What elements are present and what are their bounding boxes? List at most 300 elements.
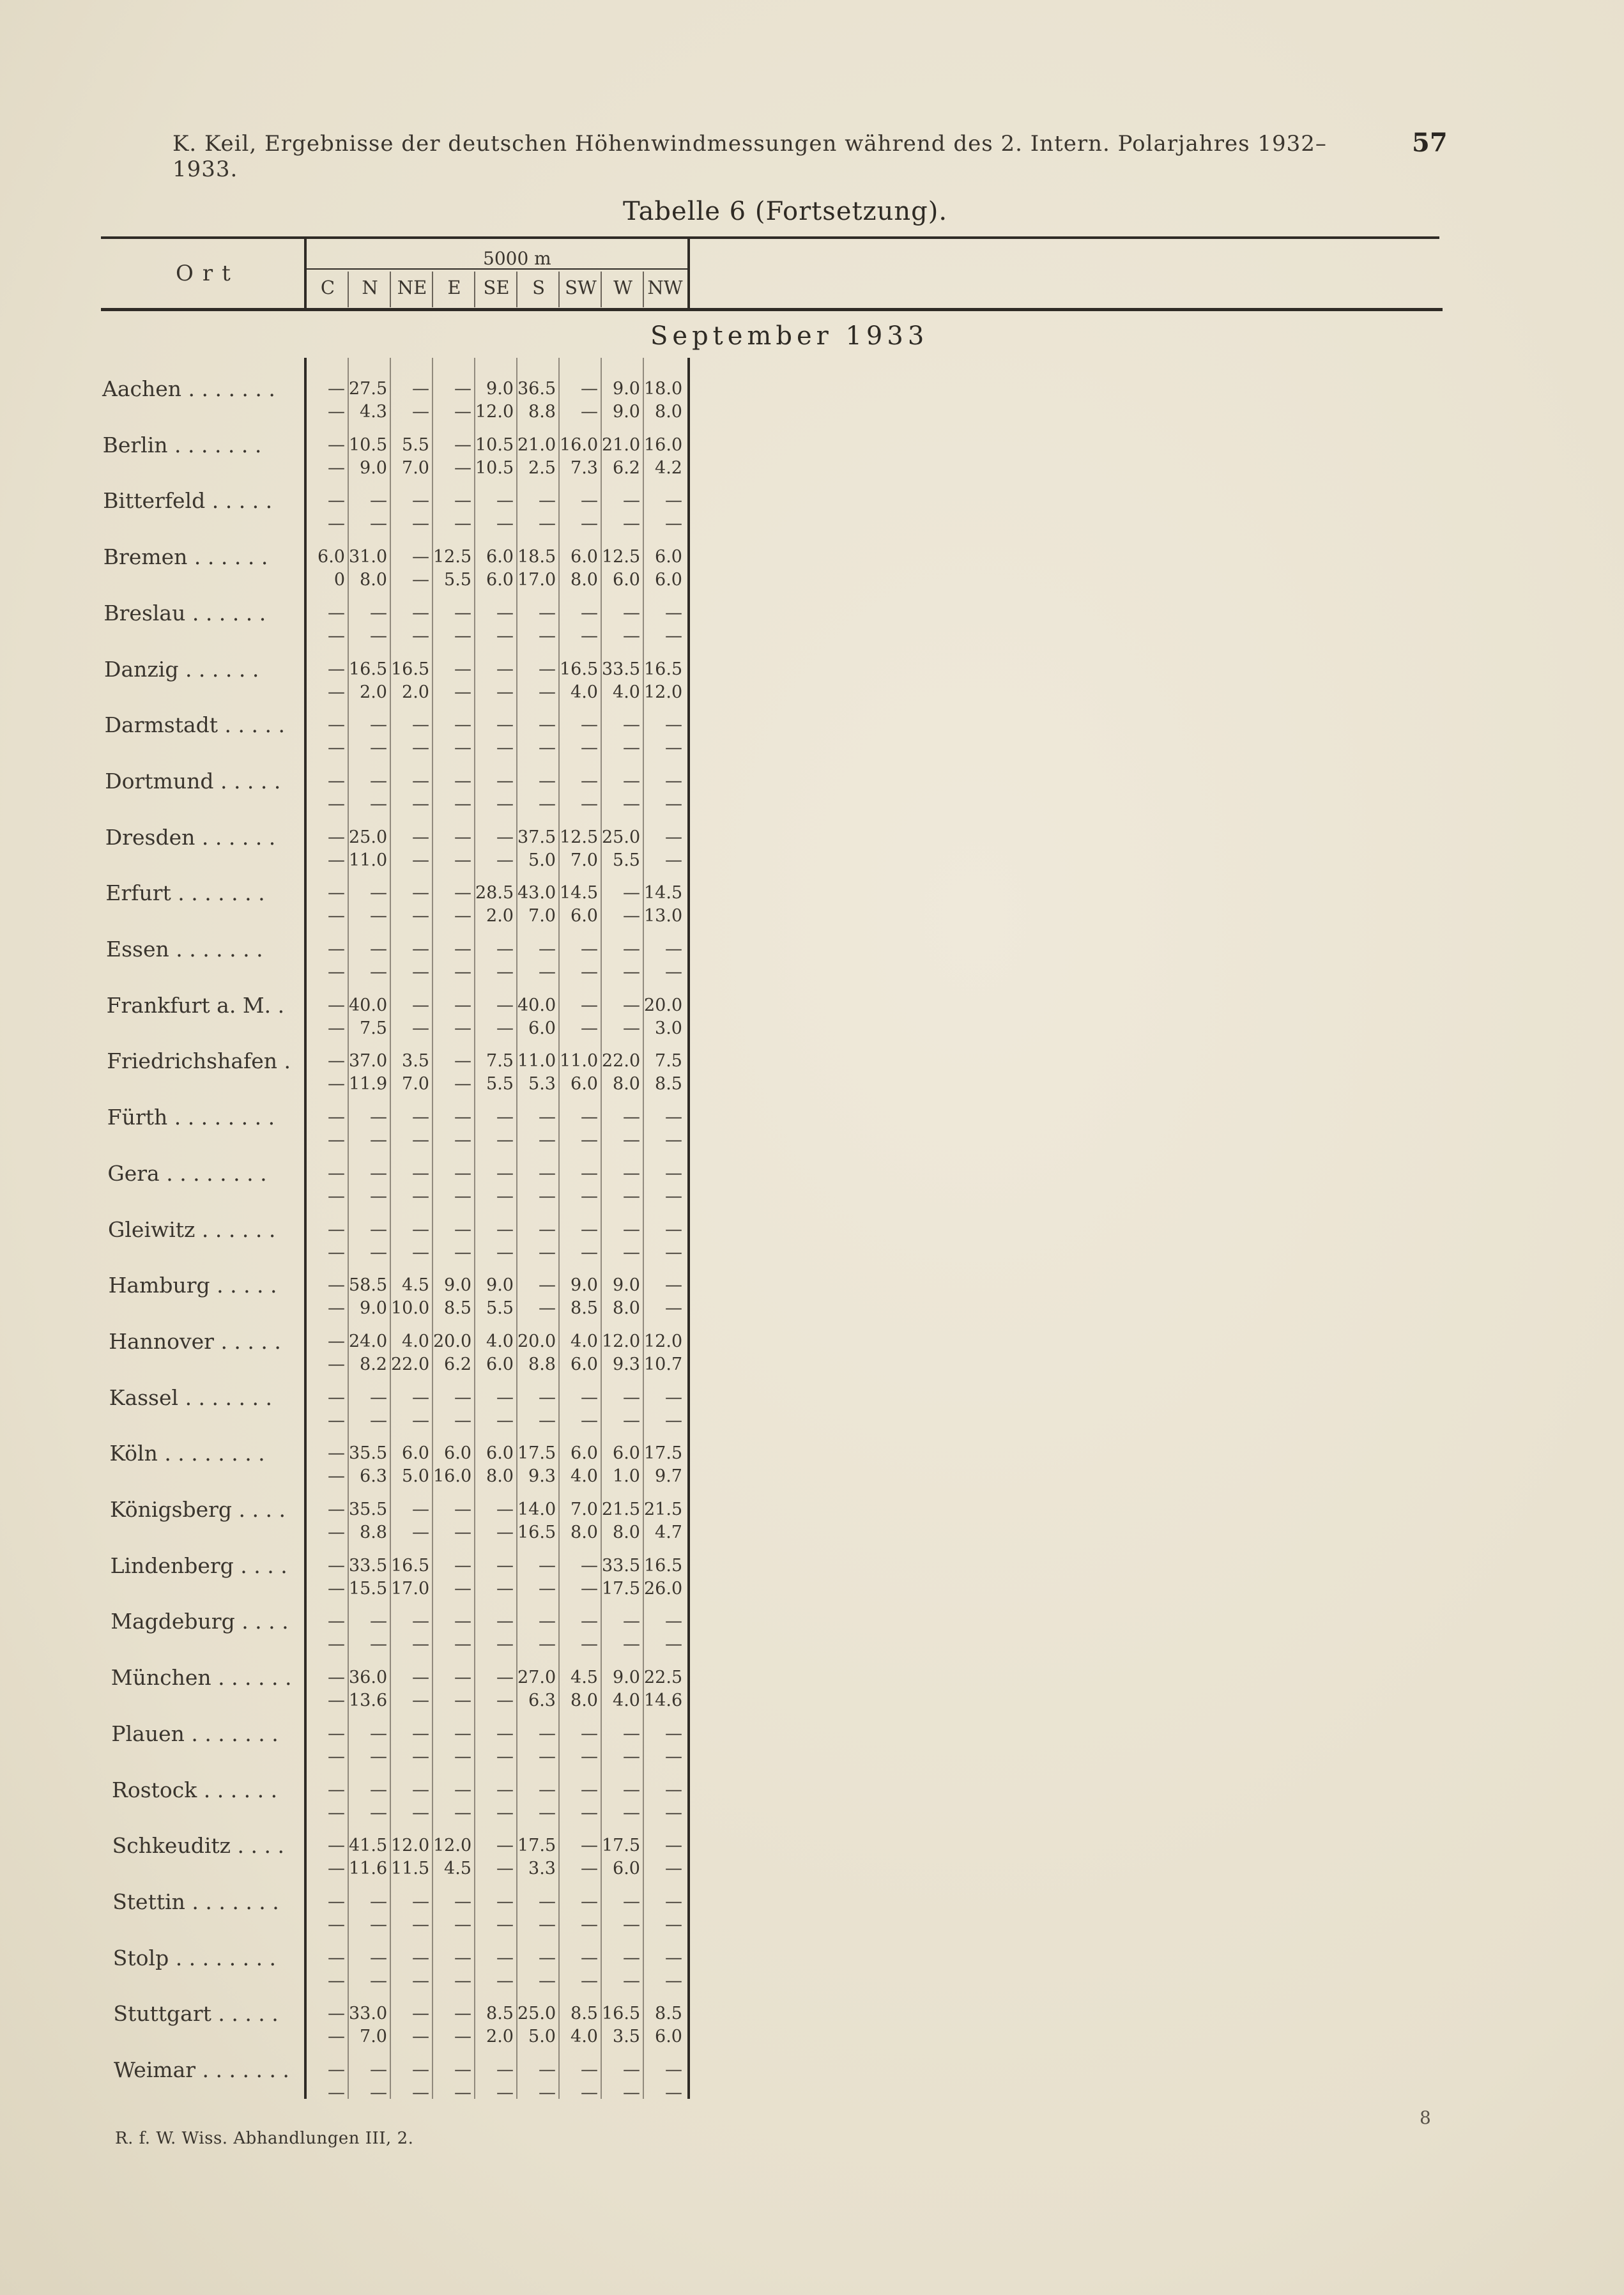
table-cell: — — [412, 1387, 429, 1408]
table-cell: 31.0 — [349, 547, 388, 567]
table-cell: — — [370, 1186, 387, 1206]
table-cell: 4.0 — [613, 1691, 640, 1711]
station-name: Aachen . . . . . . . — [102, 376, 275, 401]
table-cell: — — [412, 906, 429, 926]
table-cell: 6.0 — [655, 547, 682, 567]
table-cell: 21.5 — [644, 1500, 683, 1519]
table-cell: 6.0 — [571, 547, 598, 567]
table-cell: — — [623, 906, 640, 926]
table-cell: 27.5 — [349, 379, 388, 399]
table-cell: — — [454, 850, 471, 870]
table-cell: — — [496, 1107, 514, 1128]
table-cell: — — [328, 1186, 345, 1206]
table-cell: 14.6 — [644, 1691, 683, 1711]
table-cell: — — [328, 883, 345, 903]
table-cell: — — [539, 1802, 556, 1823]
table-cell: — — [328, 1779, 345, 1800]
table-cell: — — [623, 2083, 640, 2103]
table-cell: 6.0 — [571, 1443, 598, 1464]
table-cell: — — [454, 939, 471, 959]
table-cell: — — [412, 995, 429, 1015]
table-cell: — — [370, 1219, 387, 1240]
station-name: Berlin . . . . . . . — [102, 432, 262, 457]
table-cell: — — [412, 827, 429, 847]
table-cell: — — [665, 1163, 682, 1183]
station-name: Darmstadt . . . . . — [104, 712, 285, 738]
table-cell: — — [328, 1891, 345, 1912]
table-cell: — — [328, 434, 345, 455]
table-cell: — — [539, 1746, 556, 1767]
table-cell: 2.0 — [360, 682, 387, 702]
table-cell: — — [328, 1051, 345, 1071]
table-cell: — — [496, 1611, 514, 1632]
table-cell: — — [539, 514, 556, 534]
station-name: Breslau . . . . . . — [103, 600, 266, 626]
table-cell: — — [412, 1611, 429, 1632]
table-cell: — — [328, 1466, 345, 1487]
table-cell: 16.0 — [644, 434, 683, 455]
table-cell: 8.5 — [655, 1074, 682, 1094]
table-cell: — — [623, 738, 640, 758]
table-cell: — — [581, 1219, 598, 1240]
table-cell: — — [665, 1275, 682, 1296]
table-cell: — — [581, 1723, 598, 1744]
table-cell: — — [539, 794, 556, 814]
table-cell: — — [496, 1691, 514, 1711]
table-cell: — — [496, 738, 514, 758]
table-cell: — — [370, 1634, 387, 1655]
table-cell: 9.0 — [360, 457, 387, 478]
table-cell: — — [623, 1410, 640, 1431]
station-name: Stettin . . . . . . . — [112, 1889, 279, 1914]
table-cell: — — [328, 1074, 345, 1094]
table-cell: — — [412, 1970, 429, 1991]
table-cell: 20.0 — [644, 995, 683, 1015]
station-name: Fürth . . . . . . . . — [107, 1105, 275, 1130]
table-cell: 16.0 — [433, 1466, 472, 1487]
table-cell: — — [370, 2083, 387, 2103]
table-cell: 5.0 — [528, 2027, 556, 2047]
table-cell: 4.3 — [360, 402, 387, 422]
table-cell: — — [328, 1387, 345, 1408]
table-cell: — — [328, 402, 345, 422]
table-cell: — — [665, 514, 682, 534]
table-cell: 6.3 — [360, 1466, 387, 1487]
table-cell: — — [623, 514, 640, 534]
table-cell: — — [539, 1947, 556, 1968]
table-cell: — — [328, 457, 345, 478]
table-cell: 6.0 — [655, 2027, 682, 2047]
table-cell: — — [328, 1723, 345, 1744]
table-cell: — — [496, 2083, 514, 2103]
table-cell: — — [581, 1107, 598, 1128]
table-cell: — — [412, 1947, 429, 1968]
table-cell: — — [370, 883, 387, 903]
table-cell: — — [328, 1859, 345, 1879]
table-cell: — — [581, 995, 598, 1015]
table-cell: — — [623, 2060, 640, 2080]
table-cell: 8.0 — [360, 570, 387, 590]
table-cell: — — [665, 1130, 682, 1151]
table-cell: — — [454, 514, 471, 534]
table-cell: 9.0 — [613, 1668, 640, 1688]
signature-mark: 8 — [1420, 2107, 1431, 2128]
table-cell: — — [454, 1163, 471, 1183]
table-cell: — — [581, 1634, 598, 1655]
table-cell: — — [665, 1611, 682, 1632]
footer-note: R. f. W. Wiss. Abhandlungen III, 2. — [115, 2129, 414, 2148]
table-cell: 11.6 — [349, 1859, 388, 1879]
table-cell: — — [496, 1410, 514, 1431]
table-cell: — — [665, 1914, 682, 1935]
table-cell: — — [623, 603, 640, 623]
table-cell: — — [454, 1186, 471, 1206]
table-cell: — — [370, 1779, 387, 1800]
table-cell: — — [665, 962, 682, 982]
table-cell: — — [623, 1107, 640, 1128]
table-cell: 6.0 — [528, 1018, 556, 1038]
table-cell: 7.0 — [571, 850, 598, 870]
table-cell: 14.0 — [517, 1500, 556, 1519]
table-cell: — — [328, 491, 345, 511]
table-cell: — — [581, 939, 598, 959]
table-cell: — — [496, 1130, 514, 1151]
table-cell: — — [454, 1074, 471, 1094]
table-cell: — — [454, 1219, 471, 1240]
table-cell: 6.3 — [528, 1691, 556, 1711]
table-cell: — — [539, 715, 556, 735]
table-cell: — — [328, 2083, 345, 2103]
table-cell: 12.5 — [433, 547, 472, 567]
table-cell: — — [328, 1836, 345, 1856]
table-cell: — — [539, 1611, 556, 1632]
table-cell: — — [665, 827, 682, 847]
table-cell: — — [665, 1298, 682, 1319]
table-cell: — — [665, 2083, 682, 2103]
table-cell: — — [328, 1634, 345, 1655]
table-cell: — — [412, 626, 429, 646]
table-cell: — — [454, 1668, 471, 1688]
table-cell: — — [412, 715, 429, 735]
table-cell: — — [370, 1107, 387, 1128]
table-cell: 12.5 — [602, 547, 641, 567]
table-cell: 6.0 — [613, 1443, 640, 1464]
table-cell: — — [454, 738, 471, 758]
table-cell: — — [665, 738, 682, 758]
table-cell: — — [496, 1018, 514, 1038]
table-cell: — — [328, 1746, 345, 1767]
table-cell: 11.9 — [349, 1074, 388, 1094]
table-cell: — — [328, 1691, 345, 1711]
table-cell: — — [623, 626, 640, 646]
table-cell: — — [328, 850, 345, 870]
table-cell: — — [412, 2083, 429, 2103]
table-cell: — — [539, 491, 556, 511]
table-cell: 4.0 — [571, 1331, 598, 1351]
table-cell: — — [539, 1186, 556, 1206]
table-cell: — — [581, 794, 598, 814]
table-cell: — — [496, 827, 514, 847]
table-cell: — — [665, 603, 682, 623]
table-cell: — — [454, 2083, 471, 2103]
table-cell: — — [328, 1668, 345, 1688]
table-cell: 15.5 — [349, 1578, 388, 1599]
table-cell: — — [328, 1578, 345, 1599]
table-cell: 7.0 — [402, 1074, 429, 1094]
table-cell: 37.5 — [517, 827, 556, 847]
table-cell: — — [370, 1611, 387, 1632]
table-cell: — — [454, 771, 471, 791]
table-cell: — — [496, 962, 514, 982]
table-cell: 3.0 — [655, 1018, 682, 1038]
column-header-s: S — [532, 277, 545, 298]
table-cell: — — [454, 659, 471, 679]
table-cell: — — [623, 1723, 640, 1744]
table-cell: 25.0 — [602, 827, 641, 847]
table-cell: 12.5 — [560, 827, 599, 847]
table-cell: — — [454, 1410, 471, 1431]
table-cell: — — [328, 1443, 345, 1464]
table-cell: — — [539, 1275, 556, 1296]
table-cell: 9.0 — [613, 1275, 640, 1296]
table-cell: — — [412, 1410, 429, 1431]
table-cell: — — [496, 1387, 514, 1408]
table-cell: — — [539, 1970, 556, 1991]
table-cell: 9.0 — [571, 1275, 598, 1296]
table-cell: — — [328, 1354, 345, 1374]
table-cell: 17.5 — [644, 1443, 683, 1464]
table-cell: — — [412, 794, 429, 814]
table-cell: — — [665, 1859, 682, 1879]
table-cell: — — [581, 379, 598, 399]
table-cell: — — [454, 2004, 471, 2024]
table-cell: — — [539, 1555, 556, 1576]
table-cell: — — [412, 1018, 429, 1038]
table-cell: 16.5 — [602, 2004, 641, 2024]
table-cell: 8.5 — [571, 2004, 598, 2024]
table-cell: — — [370, 603, 387, 623]
running-head: K. Keil, Ergebnisse der deutschen Höhenwindmessungen während des 2. Intern. Polarjahres 1932–1933. — [172, 131, 1327, 182]
station-name: Dresden . . . . . . — [105, 824, 276, 850]
station-name: Erfurt . . . . . . . — [105, 880, 265, 906]
column-header-sw: SW — [565, 277, 597, 298]
table-cell: — — [370, 1746, 387, 1767]
table-cell: 9.0 — [486, 1275, 514, 1296]
table-cell: 16.0 — [560, 434, 599, 455]
table-cell: 8.0 — [571, 1691, 598, 1711]
table-cell: 5.5 — [613, 850, 640, 870]
table-cell: 2.0 — [486, 906, 514, 926]
table-cell: 36.5 — [517, 379, 556, 399]
table-cell: 12.0 — [433, 1836, 472, 1856]
table-cell: 17.0 — [517, 570, 556, 590]
table-cell: 4.2 — [655, 457, 682, 478]
table-cell: 8.0 — [613, 1298, 640, 1319]
table-cell: 17.0 — [391, 1578, 430, 1599]
table-cell: — — [370, 738, 387, 758]
table-cell: — — [539, 939, 556, 959]
header-column-divider — [474, 272, 475, 307]
table-cell: — — [665, 771, 682, 791]
table-cell: 9.7 — [655, 1466, 682, 1487]
table-cell: — — [539, 626, 556, 646]
table-cell: 16.5 — [517, 1523, 556, 1542]
table-cell: 3.5 — [402, 1051, 429, 1071]
table-cell: 2.0 — [402, 682, 429, 702]
table-cell: — — [539, 1723, 556, 1744]
table-cell: — — [623, 1634, 640, 1655]
table-cell: — — [581, 1746, 598, 1767]
table-cell: — — [328, 1500, 345, 1519]
table-cell: — — [665, 939, 682, 959]
table-cell: — — [623, 962, 640, 982]
table-cell: — — [454, 402, 471, 422]
table-cell: 41.5 — [349, 1836, 388, 1856]
table-cell: 5.5 — [444, 570, 471, 590]
table-cell: — — [581, 1555, 598, 1576]
table-cell: 8.8 — [528, 402, 556, 422]
table-cell: — — [454, 603, 471, 623]
table-cell: 6.0 — [613, 1859, 640, 1879]
table-cell: — — [539, 1634, 556, 1655]
table-cell: 16.5 — [391, 1555, 430, 1576]
table-cell: 8.0 — [571, 570, 598, 590]
table-cell: — — [454, 491, 471, 511]
table-cell: — — [328, 771, 345, 791]
table-cell: — — [328, 1970, 345, 1991]
table-cell: — — [581, 1859, 598, 1879]
table-cell: 13.0 — [644, 906, 683, 926]
table-cell: — — [412, 570, 429, 590]
table-cell: 7.0 — [360, 2027, 387, 2047]
table-cell: — — [328, 514, 345, 534]
table-cell: — — [412, 962, 429, 982]
table-cell: 20.0 — [517, 1331, 556, 1351]
table-cell: 8.8 — [360, 1523, 387, 1542]
table-cell: — — [665, 1836, 682, 1856]
table-cell: 4.0 — [571, 2027, 598, 2047]
table-cell: — — [328, 682, 345, 702]
station-name: Lindenberg . . . . — [110, 1553, 287, 1578]
table-cell: 0 — [333, 570, 345, 590]
table-cell: — — [623, 1242, 640, 1263]
station-name: Königsberg . . . . — [110, 1497, 286, 1522]
table-cell: 24.0 — [349, 1331, 388, 1351]
table-cell: — — [581, 491, 598, 511]
table-cell: — — [412, 1186, 429, 1206]
table-cell: 33.5 — [602, 659, 641, 679]
column-header-nw: NW — [647, 277, 683, 298]
table-cell: — — [665, 1186, 682, 1206]
table-cell: 9.0 — [613, 402, 640, 422]
station-name: Dortmund . . . . . — [105, 768, 281, 794]
table-cell: — — [412, 1500, 429, 1519]
table-cell: 17.5 — [517, 1836, 556, 1856]
table-cell: — — [454, 1746, 471, 1767]
table-cell: — — [454, 1387, 471, 1408]
table-cell: — — [454, 1523, 471, 1542]
table-cell: 9.0 — [360, 1298, 387, 1319]
table-cell: 9.3 — [613, 1354, 640, 1374]
table-cell: — — [370, 962, 387, 982]
header-column-divider — [558, 272, 560, 307]
table-cell: 5.0 — [528, 850, 556, 870]
table-cell: — — [581, 738, 598, 758]
table-cell: 11.5 — [391, 1859, 430, 1879]
table-cell: — — [328, 659, 345, 679]
table-cell: — — [623, 1947, 640, 1968]
column-header-c: C — [320, 277, 335, 298]
table-cell: 8.0 — [571, 1523, 598, 1542]
table-cell: — — [496, 1836, 514, 1856]
table-cell: — — [581, 514, 598, 534]
column-header-w: W — [613, 277, 632, 298]
page-number: 57 — [1412, 128, 1448, 158]
table-cell: — — [412, 1130, 429, 1151]
table-cell: — — [623, 1018, 640, 1038]
table-cell: — — [496, 1914, 514, 1935]
table-cell: — — [665, 1779, 682, 1800]
table-cell: 3.5 — [613, 2027, 640, 2047]
table-cell: — — [665, 1947, 682, 1968]
table-cell: 11.0 — [517, 1051, 556, 1071]
table-cell: 16.5 — [349, 659, 388, 679]
table-cell: 4.0 — [486, 1331, 514, 1351]
table-cell: — — [539, 2083, 556, 2103]
table-cell: — — [412, 1634, 429, 1655]
table-cell: 13.6 — [349, 1691, 388, 1711]
table-cell: 35.5 — [349, 1443, 388, 1464]
table-cell: — — [623, 1611, 640, 1632]
table-cell: — — [581, 402, 598, 422]
table-cell: 14.5 — [560, 883, 599, 903]
table-cell: 58.5 — [349, 1275, 388, 1296]
table-cell: 22.5 — [644, 1668, 683, 1688]
table-cell: — — [665, 1634, 682, 1655]
table-cell: — — [496, 1578, 514, 1599]
table-cell: — — [454, 1634, 471, 1655]
table-cell: — — [328, 1410, 345, 1431]
table-cell: 6.0 — [613, 570, 640, 590]
station-name: Gera . . . . . . . . — [107, 1160, 267, 1186]
table-cell: — — [665, 1723, 682, 1744]
table-cell: — — [539, 1891, 556, 1912]
table-cell: — — [454, 434, 471, 455]
table-cell: — — [623, 1387, 640, 1408]
table-cell: — — [454, 906, 471, 926]
table-cell: — — [412, 850, 429, 870]
table-cell: — — [328, 2060, 345, 2080]
table-cell: — — [623, 1891, 640, 1912]
table-cell: — — [370, 715, 387, 735]
table-cell: — — [454, 1555, 471, 1576]
table-cell: — — [496, 1163, 514, 1183]
table-cell: — — [623, 939, 640, 959]
table-cell: 12.0 — [644, 1331, 683, 1351]
station-name: Bitterfeld . . . . . — [103, 488, 273, 514]
table-cell: — — [370, 1242, 387, 1263]
table-cell: — — [665, 491, 682, 511]
table-cell: — — [412, 1163, 429, 1183]
table-cell: — — [412, 883, 429, 903]
table-cell: — — [328, 1275, 345, 1296]
table-cell: 4.5 — [444, 1859, 471, 1879]
table-cell: — — [328, 1298, 345, 1319]
table-cell: 16.5 — [560, 659, 599, 679]
table-cell: — — [412, 379, 429, 399]
table-cell: 4.7 — [655, 1523, 682, 1542]
station-name: Frankfurt a. M. . — [106, 992, 285, 1018]
